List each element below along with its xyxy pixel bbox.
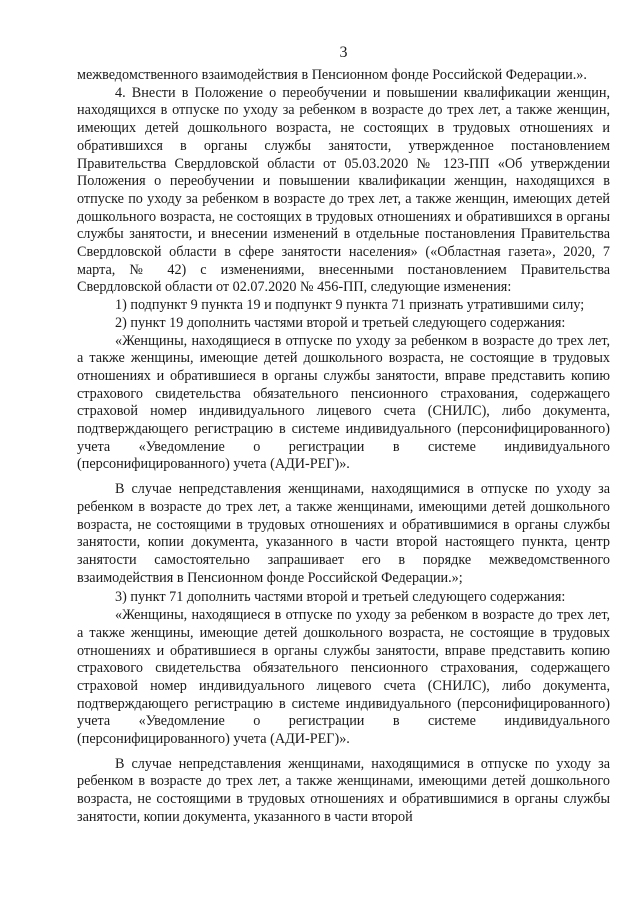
paragraph-item-4: 4. Внести в Положение о переобучении и повышении квалификации женщин, находящихся в отпуске по уходу за ребенком в возрасте до трех лет, а также женщин, имеющих детей дошкольного возраста, не состоящих в трудовых отношениях и обратившихся в органы службы занятости, утвержденное постановлением Правительства Свердловской области от 05.03.2020 № 123-ПП «Об утверждении Положения о переобучении и повышении квалификации женщин, находящихся в отпуске по уходу за ребенком в возрасте до трех лет, а также женщин, имеющих детей дошкольного возраста, не состоящих в трудовых отношениях и обратившихся в органы службы занятости, и внесении изменений в отдельные постановления Правительства Свердловской области в сфере занятости населения» («Областная газета», 2020, 7 марта, № 42) с изменениями, внесенными постановлением Правительства Свердловской области от 02.07.2020 № 456-ПП, следующие изменения:: [77, 84, 610, 296]
paragraph-subitem-1: 1) подпункт 9 пункта 19 и подпункт 9 пункта 71 признать утратившими силу;: [115, 297, 585, 314]
paragraph-quote-point-19-part-2: «Женщины, находящиеся в отпуске по уходу за ребенком в возрасте до трех лет, а также женщины, имеющие детей дошкольного возраста, не состоящие в трудовых отношениях и обратившиеся в органы службы занятости, вправе представить копию страхового свидетельства обязательного пенсионного страхования, содержащего страховой номер индивидуального лицевого счета (СНИЛС), либо документа, подтверждающего регистрацию в системе индивидуального (персонифицированного) учета «Уведомление о регистрации в системе индивидуального (персонифицированного) учета (АДИ-РЕГ)».: [77, 332, 610, 473]
document-body: [77, 67, 610, 827]
paragraph-quote-point-71-part-3: В случае непредставления женщинами, находящимися в отпуске по уходу за ребенком в возрасте до трех лет, а также женщинами, имеющими детей дошкольного возраста, не состоящими в трудовых отношениях и обратившимися в органы службы занятости, копии документа, указанного в части второй: [77, 755, 610, 825]
paragraph-quote-point-71-part-2: «Женщины, находящиеся в отпуске по уходу за ребенком в возрасте до трех лет, а также женщины, имеющие детей дошкольного возраста, не состоящие в трудовых отношениях и обратившиеся в органы службы занятости, вправе представить копию страхового свидетельства обязательного пенсионного страхования, содержащего страховой номер индивидуального лицевого счета (СНИЛС), либо документа, подтверждающего регистрацию в системе индивидуального (персонифицированного) учета «Уведомление о регистрации в системе индивидуального (персонифицированного) учета (АДИ-РЕГ)».: [77, 607, 610, 748]
page-number: 3: [339, 44, 348, 61]
paragraph-quote-point-19-part-3: В случае непредставления женщинами, находящимися в отпуске по уходу за ребенком в возрасте до трех лет, а также женщинами, имеющими детей дошкольного возраста, не состоящими в трудовых отношениях и обратившимися в органы службы занятости, копии документа, указанного в части второй настоящего пункта, центр занятости самостоятельно запрашивает его в порядке межведомственного взаимодействия в Пенсионном фонде Российской Федерации.»;: [77, 481, 610, 586]
paragraph-continuation: межведомственного взаимодействия в Пенсионном фонде Российской Федерации.».: [77, 67, 587, 83]
paragraph-subitem-3: 3) пункт 71 дополнить частями второй и третьей следующего содержания:: [115, 589, 566, 606]
paragraph-subitem-2: 2) пункт 19 дополнить частями второй и третьей следующего содержания:: [115, 314, 566, 331]
document-page: [77, 0, 610, 905]
